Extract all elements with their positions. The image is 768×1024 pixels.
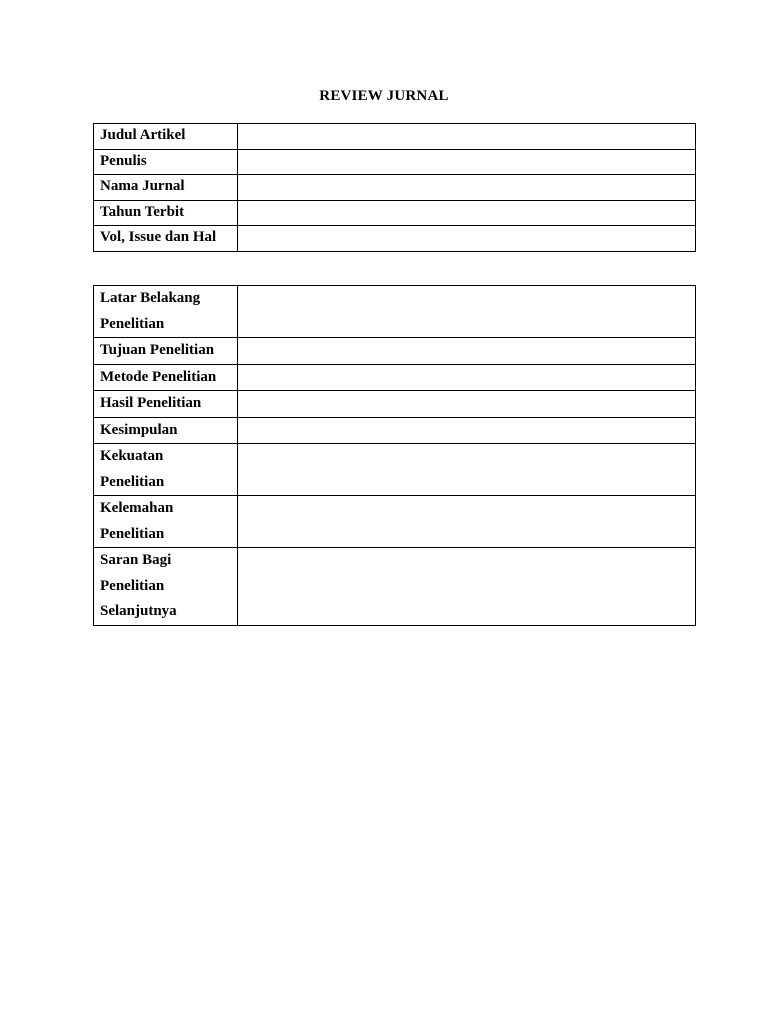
- row-label-kesimpulan: [94, 417, 238, 444]
- row-label-metode: [94, 364, 238, 391]
- label-line: Tujuan Penelitian: [100, 342, 215, 358]
- page-title: REVIEW JURNAL: [319, 88, 449, 104]
- row-value-metode[interactable]: [238, 364, 696, 391]
- table-row: [94, 417, 696, 444]
- table-row: [94, 548, 696, 626]
- label-line: Kelemahan: [100, 500, 174, 516]
- label-line: Kesimpulan: [100, 421, 178, 438]
- row-label-nama-jurnal: Nama Jurnal: [94, 175, 238, 201]
- row-label-latar-belakang: [94, 286, 238, 338]
- row-value-vol-issue-hal[interactable]: [238, 226, 696, 252]
- table-row: [94, 364, 696, 391]
- table-row: [94, 124, 696, 150]
- table-row: [94, 496, 696, 548]
- row-value-hasil[interactable]: [238, 391, 696, 418]
- row-value-judul-artikel[interactable]: [238, 124, 696, 150]
- row-label-tujuan: [94, 338, 238, 365]
- label-line: Kekuatan: [100, 448, 164, 464]
- row-value-saran[interactable]: [238, 548, 696, 626]
- row-value-tahun-terbit[interactable]: [238, 200, 696, 226]
- row-value-kesimpulan[interactable]: [238, 417, 696, 444]
- label-line: Saran Bagi: [100, 552, 172, 568]
- row-label-judul-artikel: Judul Artikel: [94, 124, 238, 150]
- label-line: Metode Penelitian: [100, 368, 217, 385]
- row-value-kekuatan[interactable]: [238, 444, 696, 496]
- row-label-vol-issue-hal: Vol, Issue dan Hal: [94, 226, 238, 252]
- row-label-kekuatan: [94, 444, 238, 496]
- table-row: [94, 149, 696, 175]
- row-label-kelemahan: [94, 496, 238, 548]
- row-value-tujuan[interactable]: [238, 338, 696, 365]
- review-content-table: [93, 285, 696, 626]
- row-value-kelemahan[interactable]: [238, 496, 696, 548]
- row-label-saran: [94, 548, 238, 626]
- table-row: [94, 226, 696, 252]
- label-line: Selanjutnya: [100, 603, 177, 619]
- label-line: Penelitian: [100, 315, 165, 332]
- table-row: [94, 391, 696, 418]
- table-row: [94, 286, 696, 338]
- row-label-tahun-terbit: Tahun Terbit: [94, 200, 238, 226]
- label-line: Penelitian: [100, 473, 165, 490]
- label-line: Hasil Penelitian: [100, 395, 202, 411]
- label-line: Penelitian: [100, 577, 165, 594]
- table-row: [94, 200, 696, 226]
- row-value-penulis[interactable]: [238, 149, 696, 175]
- row-value-latar-belakang[interactable]: [238, 286, 696, 338]
- table-row: [94, 338, 696, 365]
- label-line: Latar Belakang: [100, 290, 201, 306]
- table-row: [94, 175, 696, 201]
- row-label-penulis: Penulis: [94, 149, 238, 175]
- row-value-nama-jurnal[interactable]: [238, 175, 696, 201]
- table-row: [94, 444, 696, 496]
- article-info-table: [93, 123, 696, 252]
- row-label-hasil: [94, 391, 238, 418]
- label-line: Penelitian: [100, 525, 165, 542]
